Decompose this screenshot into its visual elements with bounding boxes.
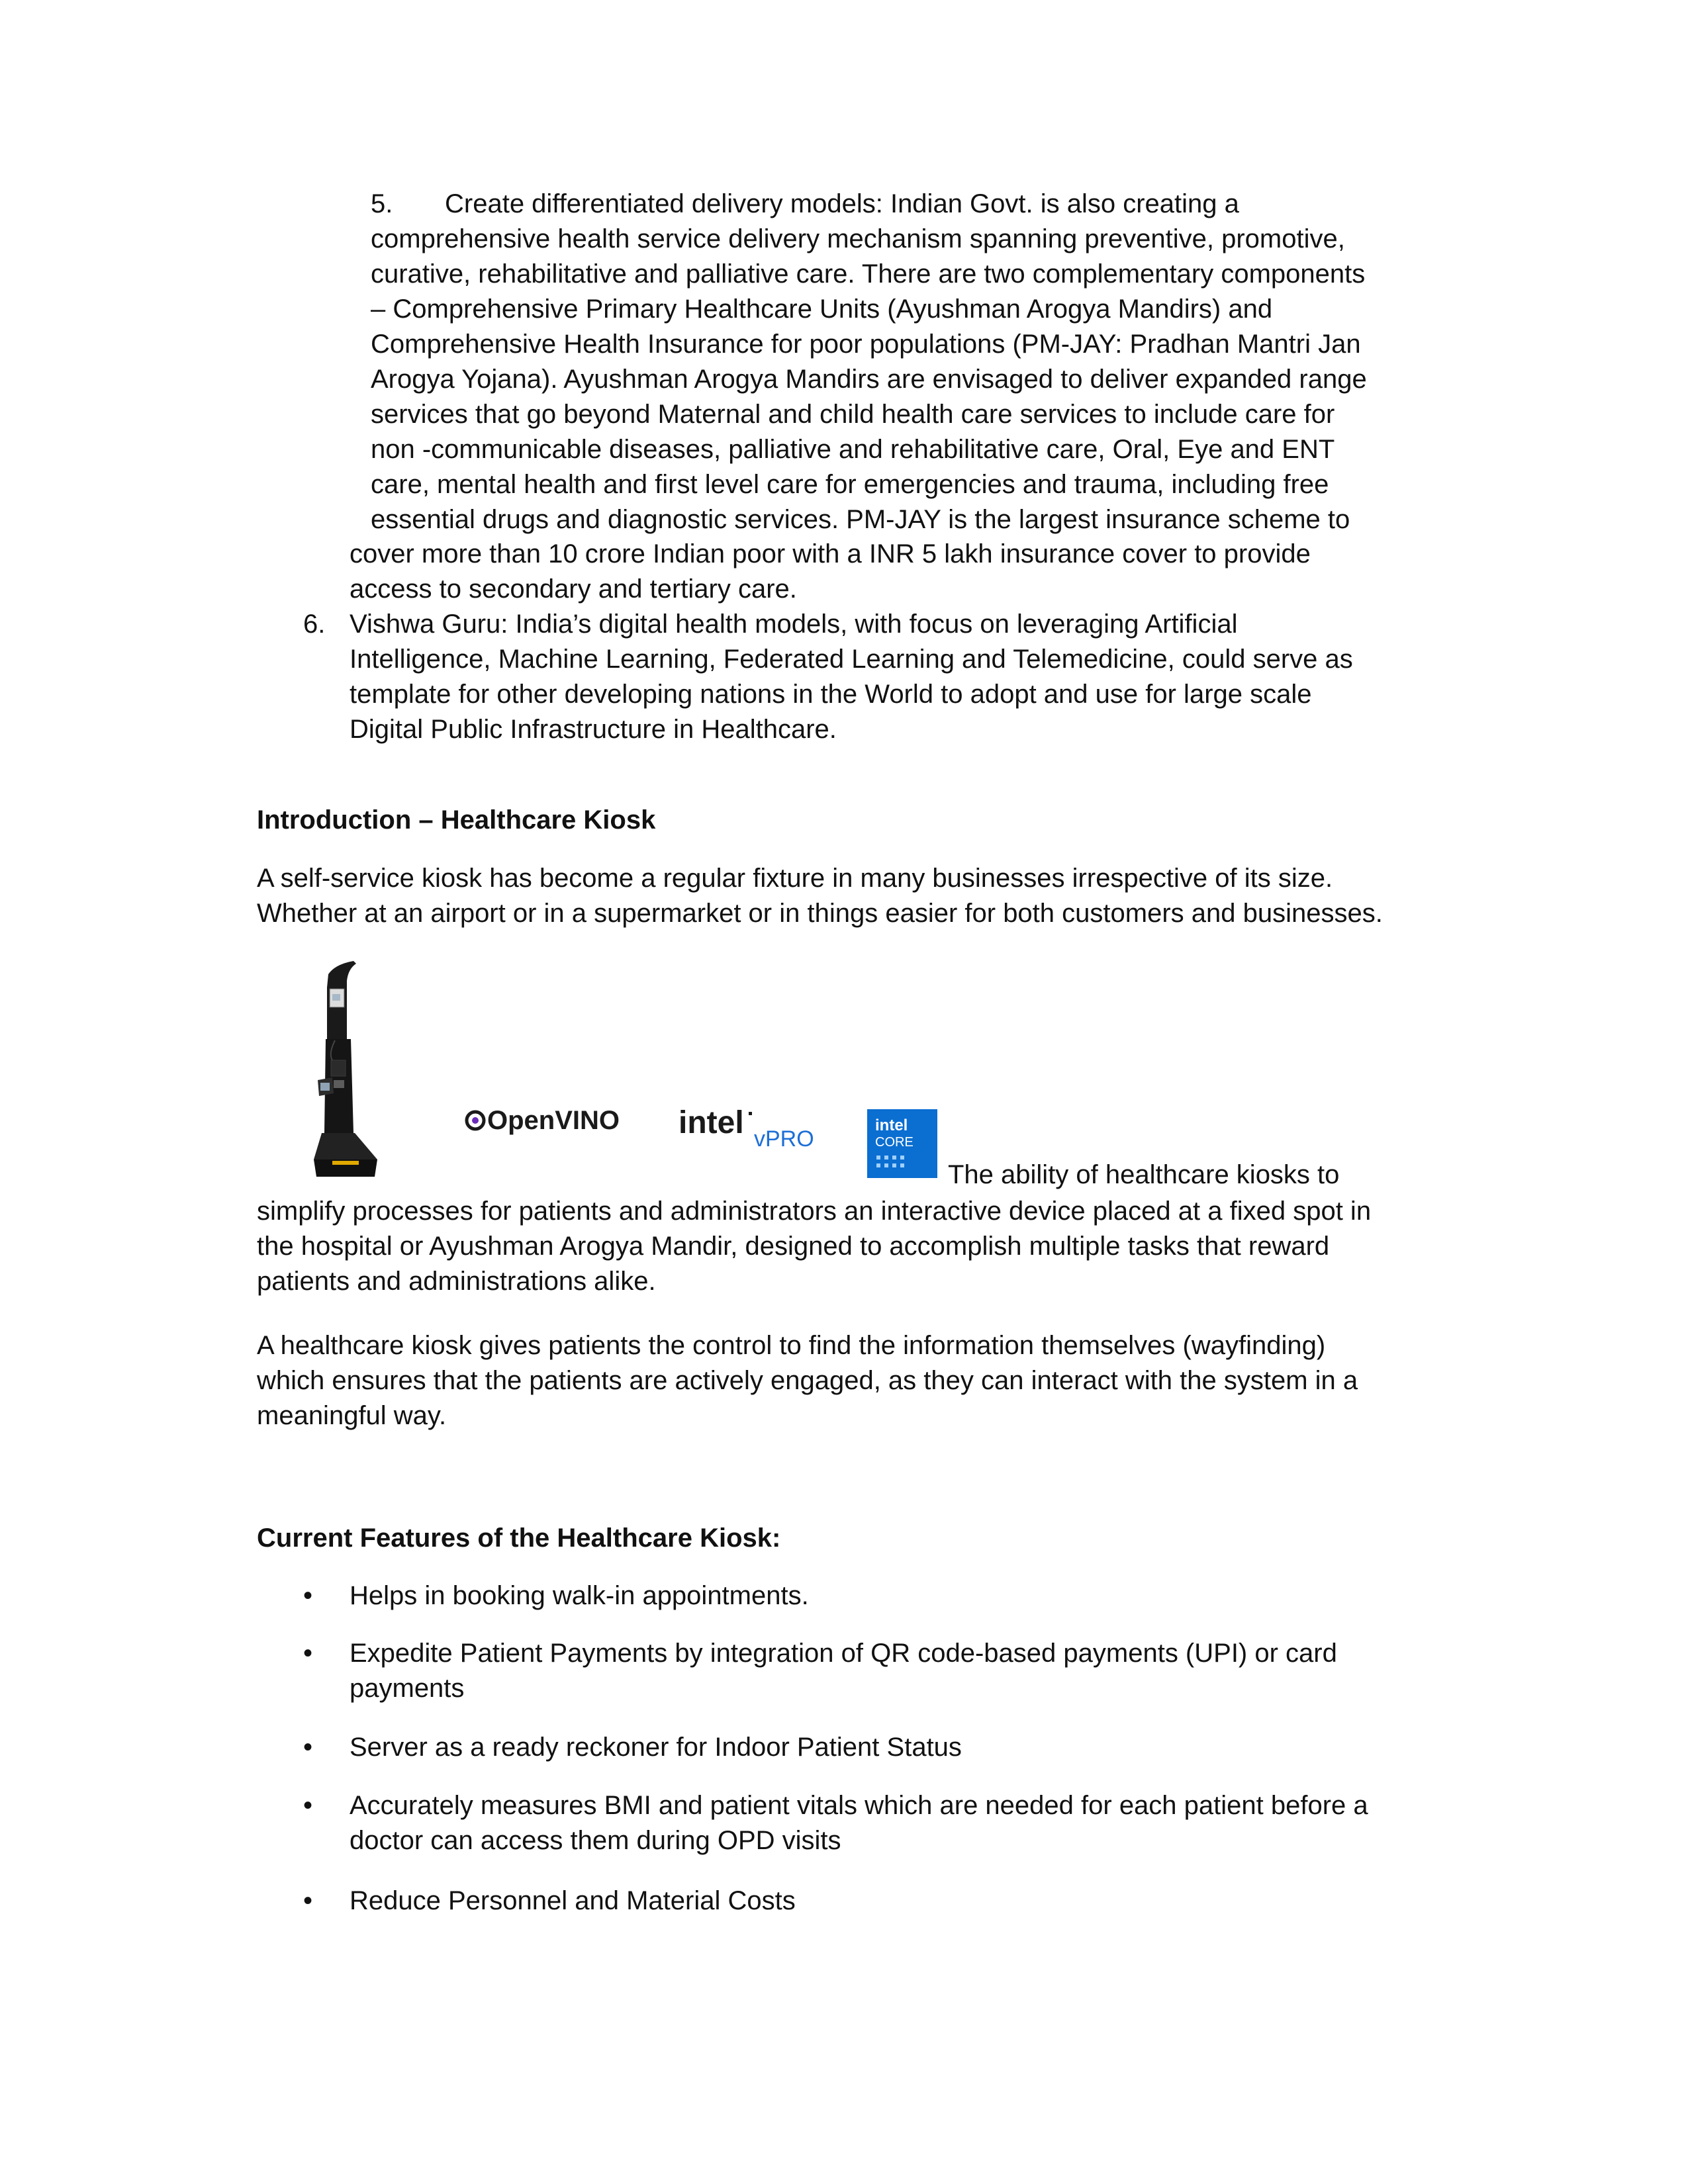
list-item-6-line: template for other developing nations in the World to adopt and use for large scale	[350, 680, 1312, 709]
list-item-5-line-1: 5. Create differentiated delivery models: Indian Govt. is also creating a	[371, 187, 1430, 222]
bullet-icon: •	[303, 1791, 313, 1820]
wayfinding-paragraph: A healthcare kiosk gives patients the control to find the information themselves (wayfinding) which ensures that the patients are actively engaged, as they can interact with the system in a meaningful way.	[257, 1331, 1358, 1430]
document-page: 5. Create differentiated delivery models: Indian Govt. is also creating a comprehensive health service delivery mechanism spanning preventive, promotive, curative, rehabilitative and palliative care. There are two complementary components – Comprehensive Primary Healthcare Units (Ayushman Arogya Mandirs) and Comprehensive Health Insurance for poor populations (PM-JAY: Pradhan Mantri Jan Arogya Yojana). Ayushman Arogya Mandirs are envisaged to deliver expanded range services that go beyond Maternal and child health care services to include care for non -communicable diseases, palliative and rehabilitative care, Oral, Eye and ENT care, mental health and first level care for emergencies and trauma, including free essential drugs and diagnostic services. PM-JAY is the largest insurance scheme to cover more than 10 crore Indian poor with a INR 5 lakh insurance cover to provide access to secondary and tertiary care. 6. Vishwa Guru: India’s digital health models, with focus on leveraging Artificial Intelligence, Machine Learning, Federated Learning and Telemedicine, could serve as template for other developing nations in the World to adopt and use for large scale Digital Public Infrastructure in Healthcare. Introduction – Healthcare Kiosk A self-service kiosk has become a regular fixture in many businesses irrespective of its size. Whether at an airport or in a supermarket or in things easier for both customers and businesses. OpenVINO intel vPRO intel CORE The ability of healthcare kiosks to simplify processes for patients and administrators an interactive device placed at a fixed spot in the hospital or Ayushman Arogya Mandir, designed to accomplish multiple tasks that reward patients and administrations alike. A healthcare kiosk gives patients the control to find the information themselves (wayfinding) which ensures that the patients are actively engaged, as they can interact with the system in a meaningful way. Current Features of the Healthcare Kiosk: • Helps in booking walk-in appointments. • Expedite Patient Payments by integration of QR code-based payments (UPI) or card payments • Server as a ready reckoner for Indoor Patient Status • Accurately measures BMI and patient vitals which are needed for each patient before a doctor can access them during OPD visits • Reduce Personnel and Material Costs	[0, 0, 1688, 2184]
svg-text:CORE: CORE	[875, 1135, 914, 1150]
list-item-6	[350, 607, 1409, 747]
intel-vpro-logo	[679, 1099, 824, 1158]
svg-text:intel: intel	[875, 1116, 908, 1134]
list-item-5-line: non -communicable diseases, palliative and rehabilitative care, Oral, Eye and ENT	[371, 435, 1335, 464]
section-heading-introduction: Introduction – Healthcare Kiosk	[257, 805, 656, 835]
intro-paragraph: A self-service kiosk has become a regular fixture in many businesses irrespective of its size. Whether at an airport or in a supermarket or in things easier for both customers and businesses.	[257, 864, 1383, 928]
bullet-icon: •	[303, 1733, 313, 1762]
list-item-5-line: comprehensive health service delivery mechanism spanning preventive, promotive,	[371, 224, 1345, 253]
healthcare-kiosk-image	[308, 961, 383, 1179]
list-item-5-line: curative, rehabilitative and palliative care. There are two complementary components	[371, 259, 1366, 289]
svg-text:intel: intel	[679, 1105, 744, 1140]
list-number-5: 5.	[371, 189, 393, 218]
bullet-icon: •	[303, 1639, 313, 1668]
list-item-5-line: services that go beyond Maternal and child health care services to include care for	[371, 400, 1335, 429]
list-number-6: 6.	[303, 610, 326, 639]
section-heading-features: Current Features of the Healthcare Kiosk:	[257, 1524, 781, 1553]
list-item-5-line: care, mental health and first level care for emergencies and trauma, including free	[371, 470, 1329, 499]
list-item-5-tail	[350, 537, 1409, 607]
ability-paragraph: simplify processes for patients and administrators an interactive device placed at a fixed spot in the hospital or Ayushman Arogya Mandir, designed to accomplish multiple tasks that reward patients and administrations alike.	[257, 1197, 1372, 1296]
list-item-6-line: Vishwa Guru: India’s digital health models, with focus on leveraging Artificial	[350, 610, 1238, 639]
list-item-5-line: Comprehensive Health Insurance for poor populations (PM-JAY: Pradhan Mantri Jan	[371, 330, 1361, 359]
bullet-icon: •	[303, 1581, 313, 1610]
list-item-5-line: cover more than 10 crore Indian poor with a INR 5 lakh insurance cover to provide	[350, 539, 1311, 569]
intel-core-logo	[867, 1109, 937, 1178]
svg-text:vPRO: vPRO	[754, 1126, 814, 1152]
list-item-5	[371, 187, 1430, 537]
list-item-6-line: Intelligence, Machine Learning, Federated Learning and Telemedicine, could serve as	[350, 645, 1353, 674]
ability-paragraph-first-line: The ability of healthcare kiosks to	[948, 1160, 1340, 1189]
svg-text:OpenVINO: OpenVINO	[487, 1106, 620, 1135]
openvino-logo	[463, 1102, 629, 1142]
list-item-5-line: essential drugs and diagnostic services. PM-JAY is the largest insurance scheme to	[371, 505, 1350, 534]
list-item-6-line: Digital Public Infrastructure in Healthcare.	[350, 715, 837, 744]
list-item-5-line: – Comprehensive Primary Healthcare Units (Ayushman Arogya Mandirs) and	[371, 295, 1273, 324]
list-item-5-line: access to secondary and tertiary care.	[350, 574, 797, 604]
list-item-5-line: Arogya Yojana). Ayushman Arogya Mandirs are envisaged to deliver expanded range	[371, 365, 1367, 394]
bullet-icon: •	[303, 1886, 313, 1915]
